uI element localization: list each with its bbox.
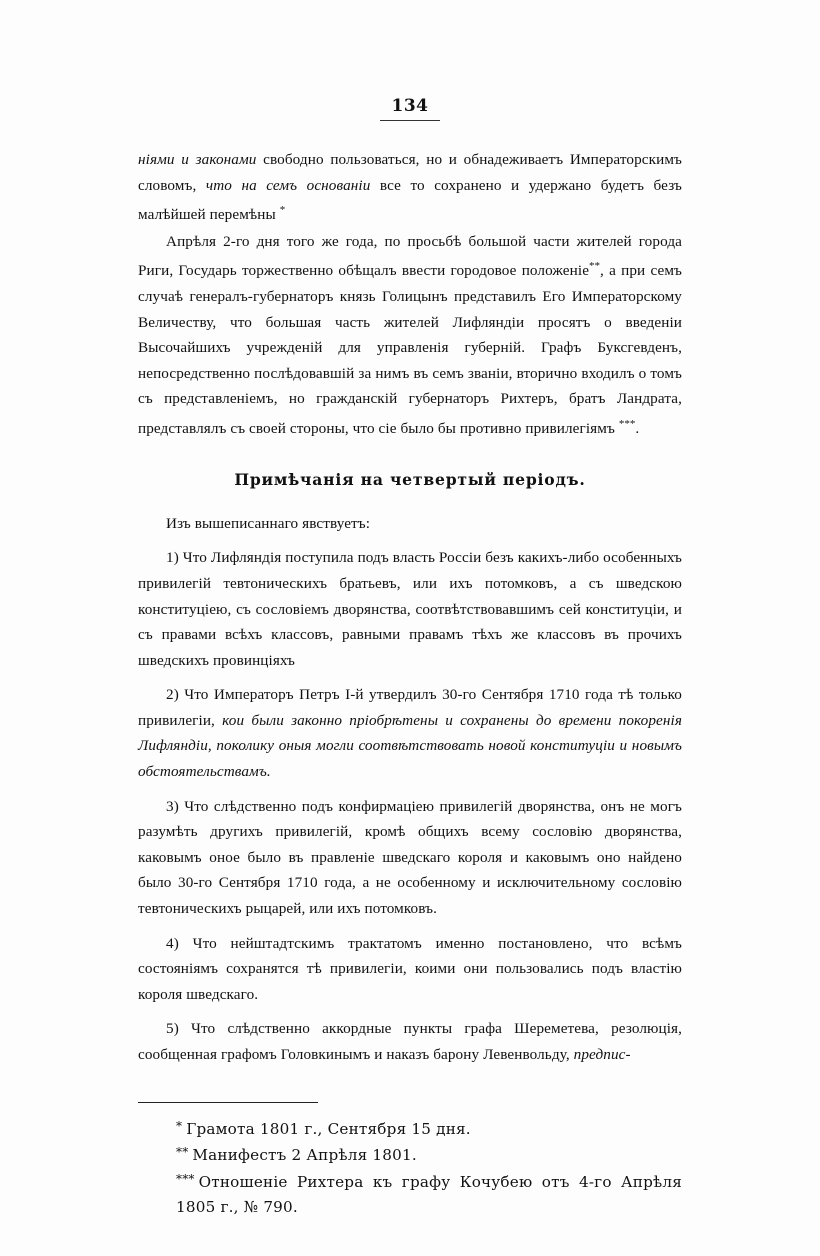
footnote-1 [138, 1117, 682, 1143]
continued-text-1: свободно пользоваться, но и обнадеживаетъ Императорскимъ словомъ, [138, 151, 682, 194]
footnote-marker-3: *** [176, 1171, 195, 1186]
footnote-2-text: Манифестъ 2 Апрѣля 1801. [192, 1146, 417, 1165]
page-content [138, 96, 682, 1222]
item-5-italic: предпис- [573, 1046, 631, 1063]
italic-mid-text: что на семъ основаніи [205, 176, 371, 194]
april-text-1: Апрѣля 2-го дня того же года, по просьбѣ большой части жителей города Риги, Государь торжественно обѣщалъ ввести городовое положеніе [138, 232, 682, 280]
paragraph-april [138, 229, 682, 442]
list-item-4 [138, 931, 682, 1008]
april-text-3: . [635, 420, 640, 438]
footnote-marker-2: ** [176, 1145, 189, 1160]
footnote-ref-1: * [279, 204, 286, 217]
item-4-text: 4) Что нейштадтскимъ трактатомъ именно постановлено, что всѣмъ состояніямъ сохранятся тѣ привилегіи, коими они пользовались подъ властію короля шведскаго. [138, 934, 682, 1003]
section-title: Примѣчанія на четвертый періодъ. [234, 469, 586, 489]
italic-lead-text: ніями и законами [138, 151, 257, 168]
april-text-2: , а при семъ случаѣ генералъ-губернаторъ князь Голицынъ представилъ Его Императорскому Величеству, что большая часть жителей Лифляндіи просятъ о введеніи Высочайшихъ учрежденій для управленія губерній. Графъ Буксгевденъ, непосредственно послѣдовавшій за нимъ въ семъ званіи, вторично входилъ о томъ съ представленіемъ, но гражданскій губернаторъ Рихтеръ, братъ Ландрата, представлялъ съ своей стороны, что сіе было бы противно привилегіямъ [138, 262, 682, 438]
footnotes-block [138, 1117, 682, 1221]
footnote-ref-3: *** [618, 418, 636, 431]
list-item-3 [138, 794, 682, 922]
item-3-text: 3) Что слѣдственно подъ конфирмаціею привилегій дворянства, онъ не могъ разумѣть другихъ привилегій, кромѣ общихъ всему сословію дворянства, каковымъ оное было въ правленіе шведскаго короля и каковымъ оно найдено было 30-го Сентября 1710 года, а не особенному и исключительному сословію тевтоническихъ рыцарей, или ихъ потомковъ. [138, 797, 682, 918]
intro-line: Изъ вышеписаннаго явствуетъ: [166, 514, 371, 532]
footnote-marker-1: * [176, 1118, 183, 1133]
item-1-text: 1) Что Лифляндія поступила подъ власть Россіи безъ какихъ-либо особенныхъ привилегій тевтоническихъ братьевъ, или ихъ потомковъ, а съ шведскою конституціею, съ сословіемъ дворянства, соотвѣтствовавшимъ сей конституціи, и съ правами всѣхъ классовъ, равными правамъ тѣхъ же классовъ въ прочихъ шведскихъ провинціяхъ [138, 549, 682, 669]
paragraph-continued [138, 147, 682, 228]
list-item-5 [138, 1016, 682, 1067]
list-item-2 [138, 682, 682, 784]
header-divider [380, 120, 440, 121]
footnote-3-text: Отношеніе Рихтера къ графу Кочубею отъ 4-го Апрѣля 1805 г., № 790. [176, 1172, 682, 1217]
footnote-divider [138, 1102, 318, 1103]
page-number: 134 [391, 96, 429, 116]
footnote-ref-2: ** [589, 260, 601, 273]
list-item-1 [138, 545, 682, 673]
continued-text-2: все то сохранено и удержано будетъ безъ малѣйшей перемѣны [138, 176, 682, 224]
footnote-1-text: Грамота 1801 г., Сентября 15 дня. [186, 1119, 471, 1138]
item-2-text: 2) Что Императоръ Петръ I-й утвердилъ 30-го Сентября 1710 года тѣ только привилегіи, [138, 686, 682, 729]
footnote-2 [138, 1143, 682, 1169]
footnote-3 [138, 1170, 682, 1221]
item-2-italic: кои были законно пріобрѣтены и сохранены до времени покоренія Лифляндіи, поколику оныя могли соотвѣтствовать новой конституціи и новымъ обстоятельствамъ. [138, 711, 682, 781]
item-5-text: 5) Что слѣдственно аккордные пункты графа Шереметева, резолюція, сообщенная графомъ Головкинымъ и наказъ барону Левенвольду, [138, 1020, 682, 1063]
